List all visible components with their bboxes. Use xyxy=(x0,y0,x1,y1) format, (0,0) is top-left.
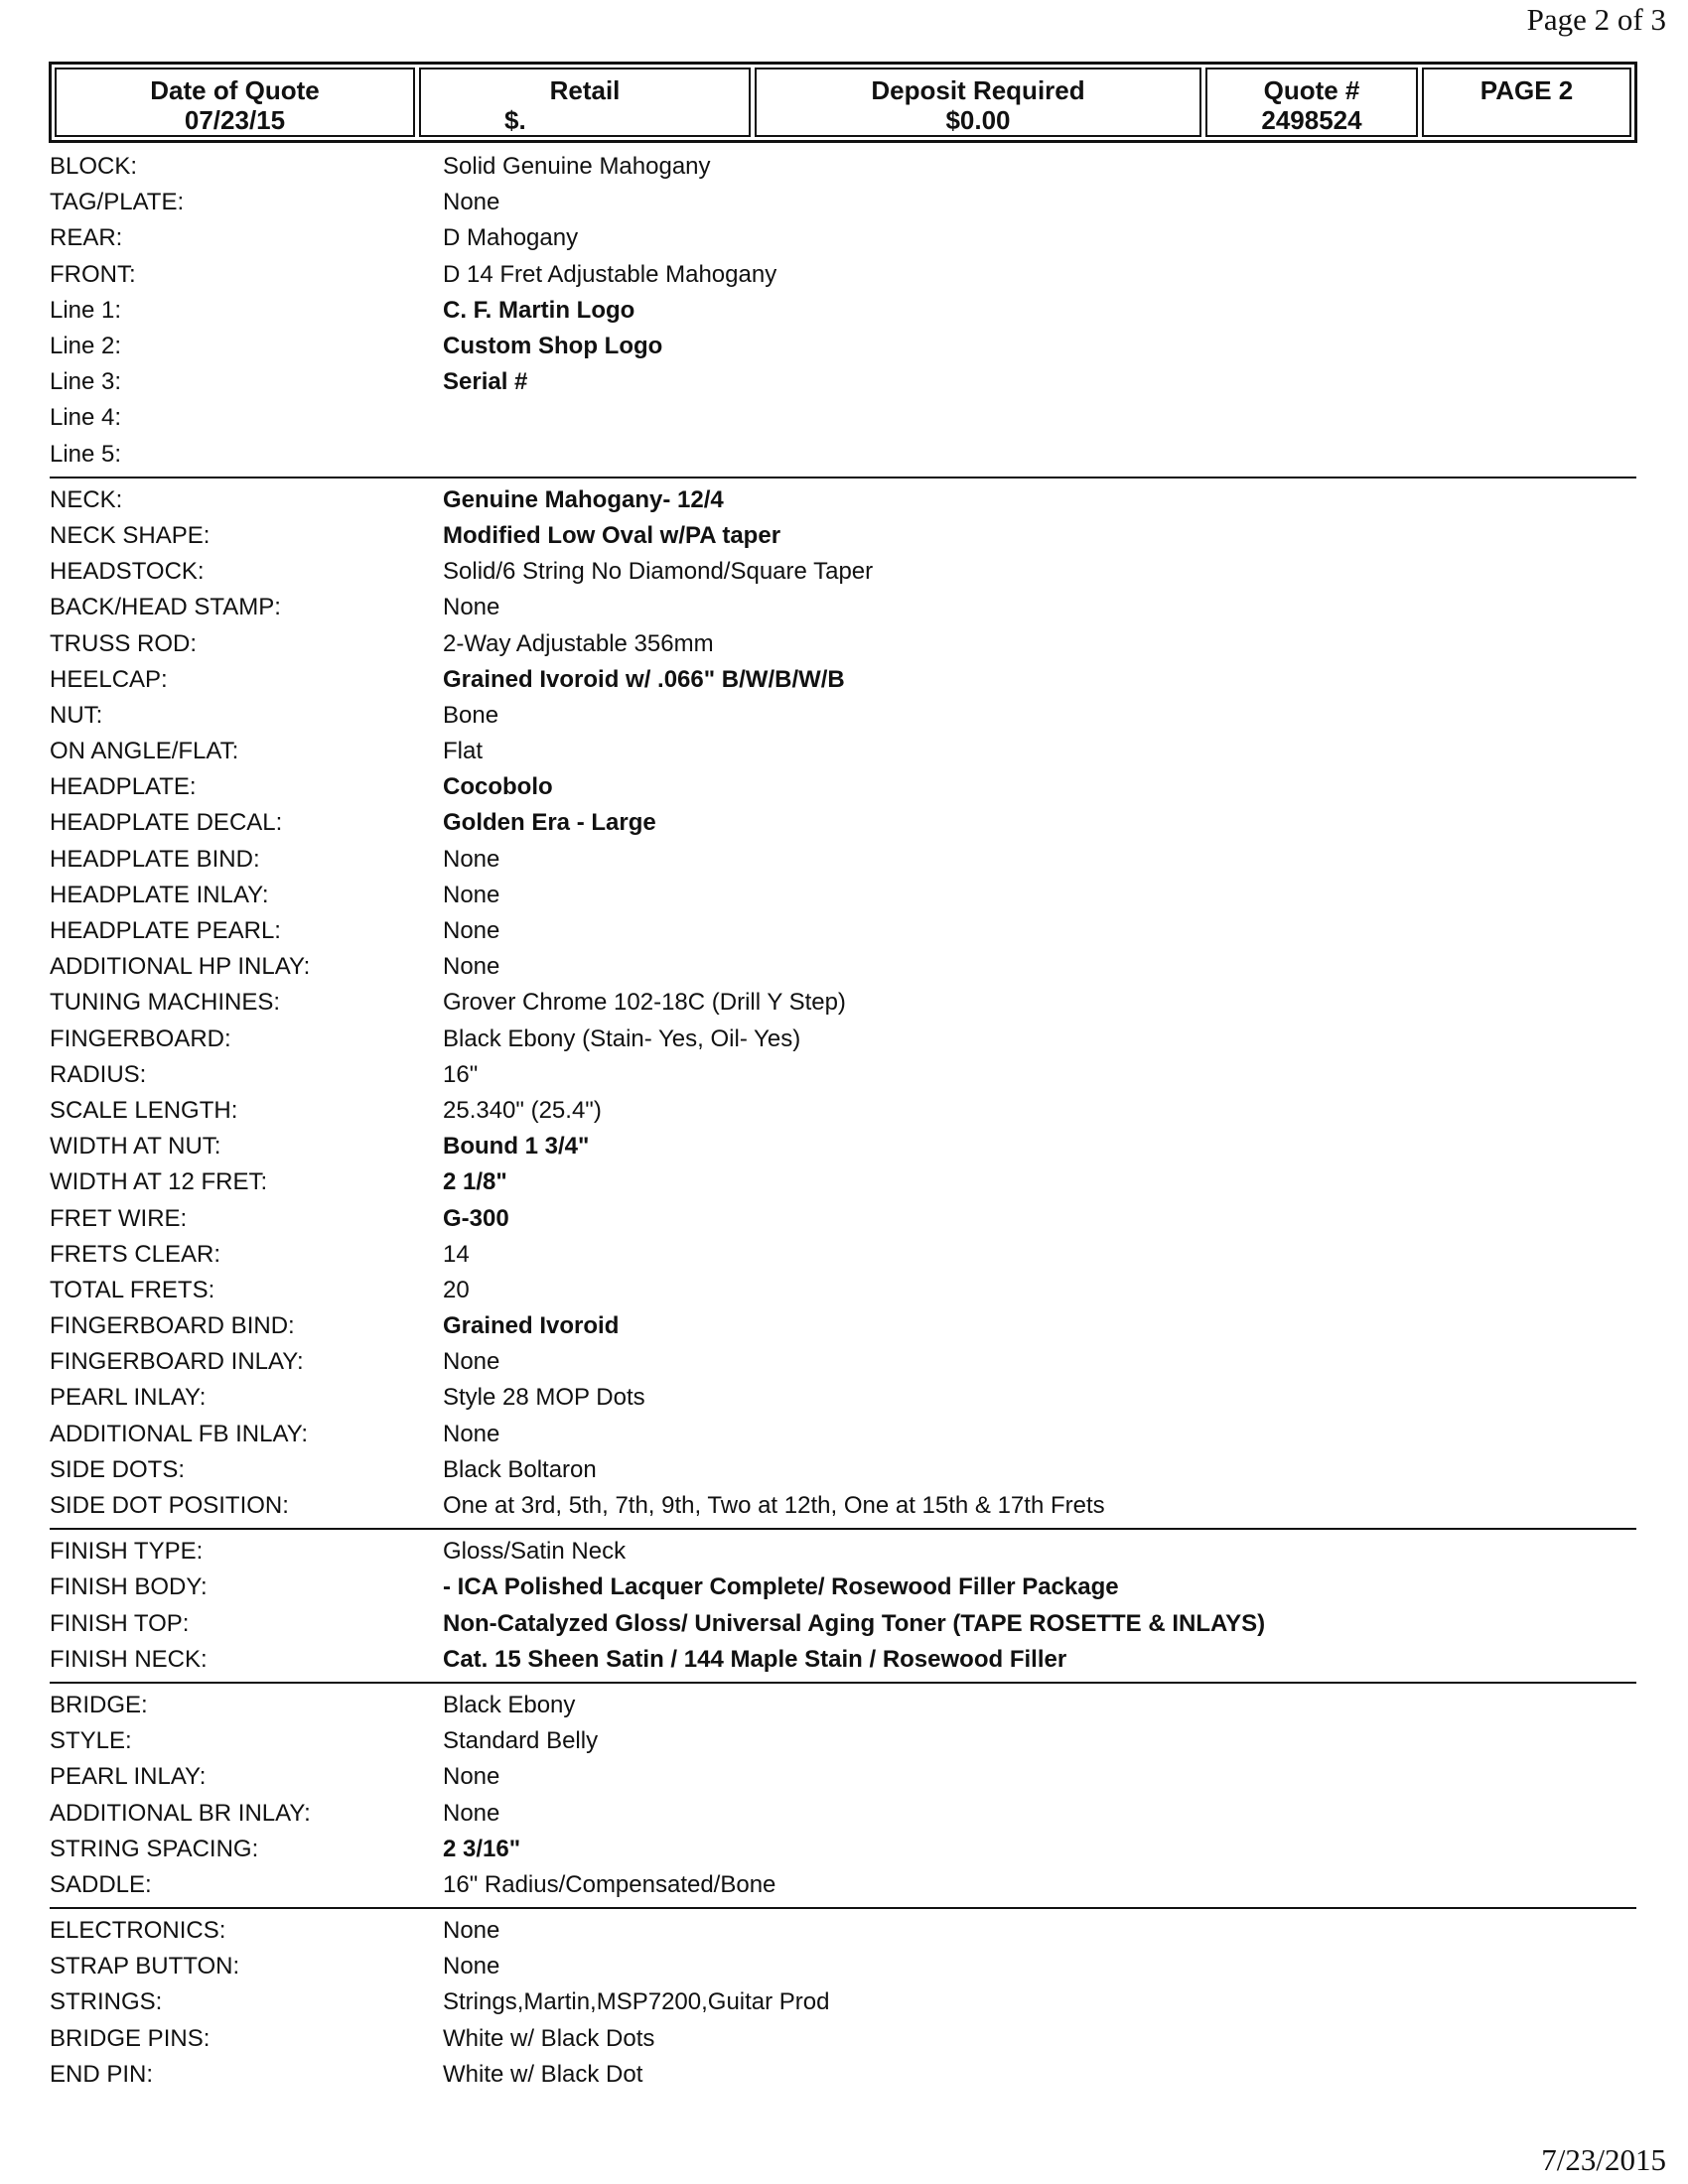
spec-label: ADDITIONAL HP INLAY: xyxy=(50,953,311,981)
spec-row xyxy=(50,1488,1636,1524)
spec-value: Bone xyxy=(443,701,499,729)
spec-value: White w/ Black Dots xyxy=(443,2024,655,2052)
spec-row xyxy=(50,734,1636,769)
spec-row xyxy=(50,949,1636,985)
spec-value: None xyxy=(443,845,500,873)
spec-value: None xyxy=(443,917,500,945)
spec-value: None xyxy=(443,1763,500,1791)
spec-row xyxy=(50,1688,1636,1723)
spec-label: FRET WIRE: xyxy=(50,1204,188,1232)
spec-label: NECK SHAPE: xyxy=(50,521,211,549)
spec-label: FINGERBOARD INLAY: xyxy=(50,1348,304,1376)
spec-label: NECK: xyxy=(50,485,123,513)
spec-row xyxy=(50,1606,1636,1642)
spec-label: SIDE DOT POSITION: xyxy=(50,1492,289,1520)
spec-label: FRETS CLEAR: xyxy=(50,1240,221,1268)
spec-label: TRUSS ROD: xyxy=(50,629,198,657)
spec-label: HEADPLATE BIND: xyxy=(50,845,260,873)
spec-row xyxy=(50,1570,1636,1605)
retail-value: $. xyxy=(504,105,526,135)
spec-value: G-300 xyxy=(443,1204,509,1232)
spec-label: SIDE DOTS: xyxy=(50,1455,186,1483)
spec-value: 2 1/8" xyxy=(443,1168,507,1196)
spec-row xyxy=(50,1200,1636,1236)
spec-row xyxy=(50,1534,1636,1570)
spec-value: None xyxy=(443,594,500,621)
spec-row xyxy=(50,625,1636,661)
spec-label: END PIN: xyxy=(50,2060,154,2088)
spec-value: None xyxy=(443,1917,500,1945)
spec-label: HEADPLATE: xyxy=(50,773,197,801)
spec-label: REAR: xyxy=(50,224,123,252)
date-of-quote-label: Date of Quote xyxy=(150,75,320,105)
spec-value: Modified Low Oval w/PA taper xyxy=(443,521,781,549)
spec-label: FINISH TOP: xyxy=(50,1609,190,1637)
spec-sections xyxy=(0,145,1688,2097)
spec-value: Cocobolo xyxy=(443,773,553,801)
spec-row xyxy=(50,1093,1636,1129)
spec-row xyxy=(50,1867,1636,1903)
spec-label: BRIDGE: xyxy=(50,1691,148,1718)
spec-row xyxy=(50,842,1636,878)
retail-cell xyxy=(419,68,751,137)
spec-value: Black Ebony (Stain- Yes, Oil- Yes) xyxy=(443,1024,801,1052)
spec-label: FINGERBOARD BIND: xyxy=(50,1312,295,1340)
spec-label: Line 3: xyxy=(50,368,122,396)
spec-value: None xyxy=(443,1348,500,1376)
spec-value: Serial # xyxy=(443,368,528,396)
spec-row xyxy=(50,1273,1636,1308)
spec-row xyxy=(50,1344,1636,1380)
spec-value: Strings,Martin,MSP7200,Guitar Prod xyxy=(443,1988,830,2016)
spec-label: HEELCAP: xyxy=(50,665,168,693)
quote-number-value: 2498524 xyxy=(1261,105,1362,135)
spec-label: BLOCK: xyxy=(50,153,138,181)
spec-value: 25.340" (25.4") xyxy=(443,1096,602,1124)
spec-label: Line 1: xyxy=(50,296,122,324)
spec-row xyxy=(50,1308,1636,1344)
spec-label: STRING SPACING: xyxy=(50,1835,259,1862)
spec-row xyxy=(50,590,1636,625)
spec-section xyxy=(50,478,1636,1530)
page-number: Page 2 of 3 xyxy=(1526,2,1666,37)
spec-value: 16" xyxy=(443,1060,479,1088)
spec-row xyxy=(50,1723,1636,1759)
date-of-quote-value: 07/23/15 xyxy=(184,105,286,135)
spec-row xyxy=(50,1129,1636,1164)
spec-value: D Mahogany xyxy=(443,224,579,252)
spec-value: Bound 1 3/4" xyxy=(443,1133,590,1160)
spec-label: Line 2: xyxy=(50,333,122,360)
spec-section xyxy=(50,1530,1636,1684)
spec-value: White w/ Black Dot xyxy=(443,2060,643,2088)
deposit-required-label: Deposit Required xyxy=(871,75,1085,105)
spec-value: 2 3/16" xyxy=(443,1835,521,1862)
spec-label: TOTAL FRETS: xyxy=(50,1276,215,1303)
spec-row xyxy=(50,985,1636,1021)
spec-label: HEADPLATE INLAY: xyxy=(50,881,269,908)
spec-row xyxy=(50,1380,1636,1416)
spec-value: One at 3rd, 5th, 7th, 9th, Two at 12th, One at 15th & 17th Frets xyxy=(443,1492,1105,1520)
spec-value: Flat xyxy=(443,738,484,765)
spec-row xyxy=(50,518,1636,554)
spec-label: TAG/PLATE: xyxy=(50,189,185,216)
spec-value: None xyxy=(443,953,500,981)
spec-label: FINISH BODY: xyxy=(50,1573,208,1601)
spec-value: Gloss/Satin Neck xyxy=(443,1538,627,1566)
spec-value: Solid Genuine Mahogany xyxy=(443,153,711,181)
spec-label: ADDITIONAL BR INLAY: xyxy=(50,1799,311,1827)
spec-row xyxy=(50,1164,1636,1200)
spec-row xyxy=(50,1949,1636,1984)
spec-value: Genuine Mahogany- 12/4 xyxy=(443,485,724,513)
spec-row xyxy=(50,220,1636,256)
spec-label: FRONT: xyxy=(50,260,136,288)
retail-label: Retail xyxy=(549,75,621,105)
spec-row xyxy=(50,1237,1636,1273)
spec-label: BACK/HEAD STAMP: xyxy=(50,594,281,621)
spec-row xyxy=(50,2021,1636,2057)
spec-value: 2-Way Adjustable 356mm xyxy=(443,629,714,657)
deposit-required-value: $0.00 xyxy=(945,105,1011,135)
spec-value: Grover Chrome 102-18C (Drill Y Step) xyxy=(443,989,846,1017)
spec-value: Golden Era - Large xyxy=(443,809,656,837)
deposit-required-cell xyxy=(755,68,1201,137)
spec-label: SCALE LENGTH: xyxy=(50,1096,238,1124)
spec-value: Black Ebony xyxy=(443,1691,576,1718)
spec-label: ADDITIONAL FB INLAY: xyxy=(50,1420,309,1447)
spec-label: Line 4: xyxy=(50,404,122,432)
page-cell xyxy=(1422,68,1631,137)
spec-label: SADDLE: xyxy=(50,1870,152,1898)
spec-row xyxy=(50,364,1636,400)
spec-label: BRIDGE PINS: xyxy=(50,2024,211,2052)
spec-label: STYLE: xyxy=(50,1727,132,1755)
spec-value: 16" Radius/Compensated/Bone xyxy=(443,1870,776,1898)
quote-header xyxy=(49,62,1637,143)
spec-label: STRINGS: xyxy=(50,1988,163,2016)
spec-value: Standard Belly xyxy=(443,1727,599,1755)
spec-row xyxy=(50,1759,1636,1795)
spec-section xyxy=(50,145,1636,478)
spec-section xyxy=(50,1684,1636,1909)
spec-value: 20 xyxy=(443,1276,470,1303)
spec-value: None xyxy=(443,1799,500,1827)
spec-row xyxy=(50,149,1636,185)
spec-value: - ICA Polished Lacquer Complete/ Rosewood Filler Package xyxy=(443,1573,1119,1601)
spec-label: ELECTRONICS: xyxy=(50,1917,226,1945)
spec-label: TUNING MACHINES: xyxy=(50,989,281,1017)
spec-label: PEARL INLAY: xyxy=(50,1384,207,1412)
date-of-quote-cell xyxy=(55,68,415,137)
page-cell-label: PAGE 2 xyxy=(1479,75,1574,105)
spec-value: Style 28 MOP Dots xyxy=(443,1384,645,1412)
spec-label: HEADSTOCK: xyxy=(50,558,205,586)
spec-row xyxy=(50,698,1636,734)
spec-row xyxy=(50,913,1636,949)
spec-row xyxy=(50,482,1636,518)
spec-value: Solid/6 String No Diamond/Square Taper xyxy=(443,558,874,586)
spec-label: FINISH TYPE: xyxy=(50,1538,204,1566)
spec-value: Grained Ivoroid xyxy=(443,1312,620,1340)
spec-row xyxy=(50,400,1636,436)
spec-value: Cat. 15 Sheen Satin / 144 Maple Stain / Rosewood Filler xyxy=(443,1645,1067,1673)
quote-number-cell xyxy=(1205,68,1418,137)
spec-value: None xyxy=(443,1420,500,1447)
spec-label: NUT: xyxy=(50,701,103,729)
spec-row xyxy=(50,1417,1636,1452)
spec-label: HEADPLATE DECAL: xyxy=(50,809,283,837)
spec-value: 14 xyxy=(443,1240,470,1268)
spec-row xyxy=(50,1452,1636,1488)
spec-row xyxy=(50,554,1636,590)
spec-row xyxy=(50,2057,1636,2093)
spec-label: WIDTH AT NUT: xyxy=(50,1133,221,1160)
spec-label: Line 5: xyxy=(50,440,122,468)
spec-row xyxy=(50,1057,1636,1093)
spec-value: Black Boltaron xyxy=(443,1455,597,1483)
spec-value: Custom Shop Logo xyxy=(443,333,663,360)
spec-row xyxy=(50,878,1636,913)
spec-label: FINGERBOARD: xyxy=(50,1024,231,1052)
spec-row xyxy=(50,185,1636,220)
footer-date: 7/23/2015 xyxy=(1541,2142,1666,2177)
spec-row xyxy=(50,437,1636,473)
spec-row xyxy=(50,293,1636,329)
spec-value: D 14 Fret Adjustable Mahogany xyxy=(443,260,777,288)
spec-row xyxy=(50,257,1636,293)
spec-row xyxy=(50,1022,1636,1057)
spec-label: WIDTH AT 12 FRET: xyxy=(50,1168,268,1196)
spec-label: STRAP BUTTON: xyxy=(50,1953,240,1980)
spec-section xyxy=(50,1909,1636,2097)
spec-row xyxy=(50,1913,1636,1949)
spec-label: HEADPLATE PEARL: xyxy=(50,917,281,945)
spec-value: None xyxy=(443,881,500,908)
spec-row xyxy=(50,1795,1636,1831)
spec-value: None xyxy=(443,189,500,216)
spec-row xyxy=(50,662,1636,698)
spec-row xyxy=(50,1984,1636,2020)
spec-row xyxy=(50,805,1636,841)
spec-row xyxy=(50,1832,1636,1867)
spec-label: RADIUS: xyxy=(50,1060,147,1088)
quote-number-label: Quote # xyxy=(1263,75,1360,105)
spec-label: PEARL INLAY: xyxy=(50,1763,207,1791)
spec-row xyxy=(50,329,1636,364)
spec-label: ON ANGLE/FLAT: xyxy=(50,738,239,765)
spec-row xyxy=(50,769,1636,805)
spec-value: C. F. Martin Logo xyxy=(443,296,635,324)
spec-label: FINISH NECK: xyxy=(50,1645,208,1673)
spec-value: Non-Catalyzed Gloss/ Universal Aging Toner (TAPE ROSETTE & INLAYS) xyxy=(443,1609,1266,1637)
spec-value: None xyxy=(443,1953,500,1980)
spec-value: Grained Ivoroid w/ .066" B/W/B/W/B xyxy=(443,665,845,693)
spec-row xyxy=(50,1642,1636,1678)
